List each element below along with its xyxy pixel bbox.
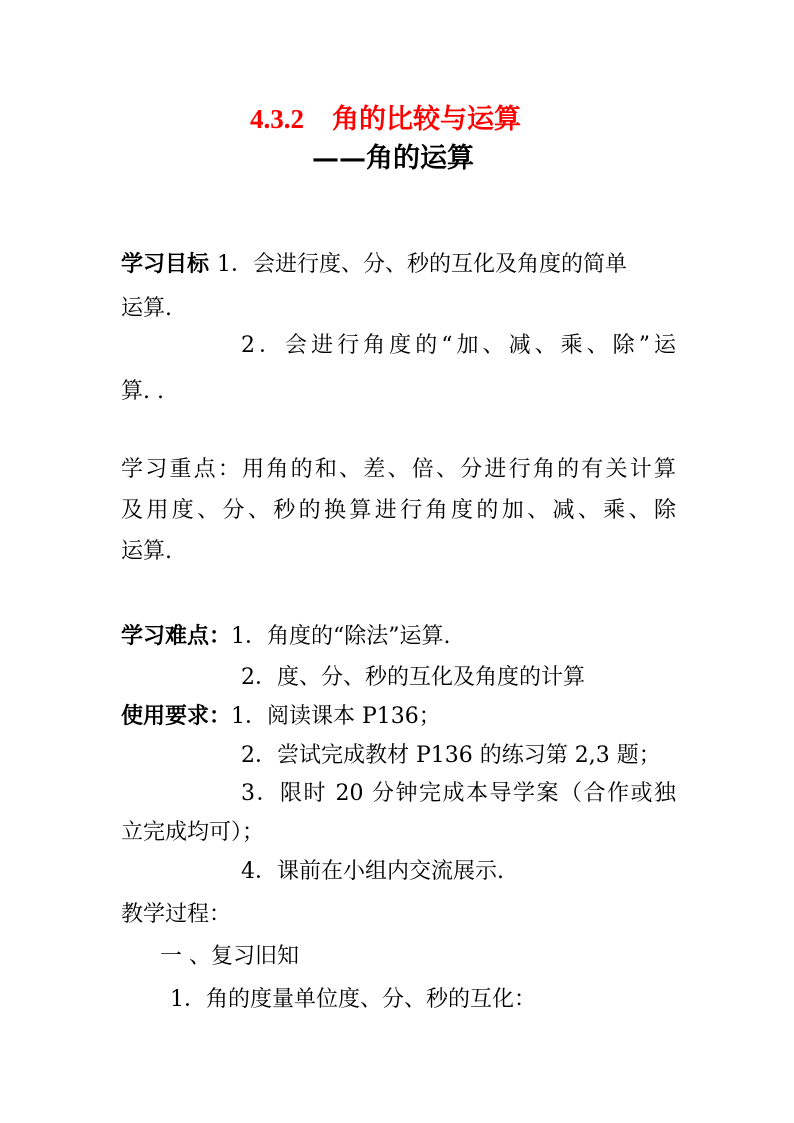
difficulties-item-2: 2．度、分、秒的互化及角度的计算	[241, 665, 585, 690]
requirements-item-2: 2．尝试完成教材 P136 的练习第 2,3 题；	[241, 743, 661, 768]
key-points-line-1: 学习重点：用角的和、差、倍、分进行角的有关计算	[121, 457, 676, 482]
requirements-line-1	[121, 701, 441, 732]
key-points-line-2: 及用度、分、秒的换算进行角度的加、减、乘、除	[121, 498, 676, 523]
goals-item-1: 1．会进行度、分、秒的互化及角度的简单	[217, 252, 628, 277]
difficulties-label: 学习难点：	[121, 623, 232, 649]
goals-item-1-cont: 运算.	[121, 296, 172, 321]
requirements-item-4: 4．课前在小组内交流展示.	[241, 859, 504, 884]
requirements-item-1: 1．阅读课本 P136；	[231, 704, 441, 729]
goals-item-2: 2．会进行角度的“加、减、乘、除”运	[241, 333, 676, 358]
title-number: 4.3.2	[250, 104, 304, 134]
goals-item-2-cont: 算. .	[121, 379, 164, 404]
goals-line-1	[121, 249, 676, 280]
page-title	[250, 101, 521, 138]
title-text: 角的比较与运算	[332, 104, 521, 135]
requirements-item-3-cont: 立完成均可）；	[121, 820, 265, 845]
requirements-item-3: 3．限时 20 分钟完成本导学案（合作或独	[241, 781, 676, 806]
difficulties-line-1	[121, 621, 451, 652]
process-section-1: 一 、复习旧知	[160, 944, 299, 969]
goals-label: 学习目标	[121, 251, 210, 277]
page-subtitle: ——角的运算	[312, 143, 474, 174]
requirements-label: 使用要求：	[121, 703, 232, 729]
process-item-1: 1．角的度量单位度、分、秒的互化：	[170, 987, 536, 1012]
key-points-line-3: 运算.	[121, 539, 172, 564]
process-label: 教学过程：	[121, 902, 232, 927]
difficulties-item-1: 1．角度的“除法”运算.	[231, 624, 451, 649]
